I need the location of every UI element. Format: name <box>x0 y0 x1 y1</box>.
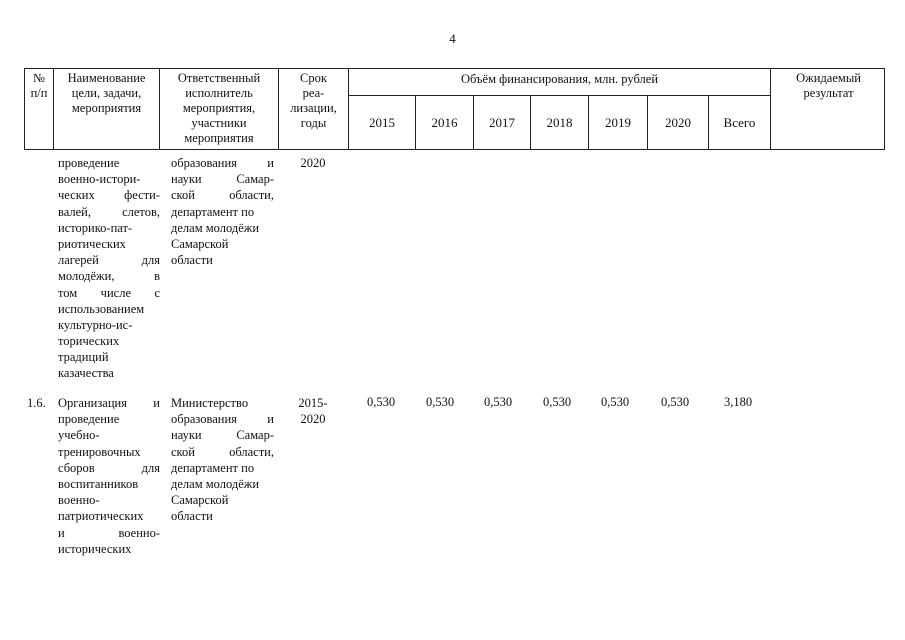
header-year: 2020 <box>665 115 691 130</box>
header-year: 2016 <box>431 115 458 130</box>
page-number: 4 <box>449 31 456 46</box>
value-2017: 0,530 <box>483 395 513 409</box>
activity-name: Организация и проведение учебно- тренировочных сборов для воспитанников военно- патриотических и военно- исторических <box>58 396 160 556</box>
header-year: 2019 <box>605 115 631 130</box>
header-year: 2018 <box>546 115 573 130</box>
header-funding-title: Объём финансирования, млн. рублей <box>460 72 659 86</box>
activity-name: проведение военно-истори- ческих фести- валей, слетов, историко-пат- риотических лагерей для молодёжи, в том числе с использованием культурно-ис- торических традиций казачества <box>58 156 160 381</box>
value-2019: 0,530 <box>600 395 630 409</box>
value-2016: 0,530 <box>425 395 455 409</box>
header-year: 2017 <box>489 115 515 130</box>
header-responsible: Ответственный исполнитель мероприятия, участники мероприятия <box>177 71 261 145</box>
header-term: Срок реа- лизации, годы <box>290 71 337 130</box>
divider <box>348 95 770 96</box>
header-result: Ожидаемый результат <box>796 71 861 100</box>
implementation-term: 2020 <box>300 156 326 170</box>
value-2020: 0,530 <box>660 395 690 409</box>
value-total: 3,180 <box>723 395 753 409</box>
responsible-executor: Министерство образования и науки Самар- ской области, департамент по делам молодёжи Самарской области <box>171 396 274 524</box>
header-total: Всего <box>723 115 756 130</box>
header-num: № п/п <box>30 71 48 100</box>
value-2018: 0,530 <box>542 395 572 409</box>
responsible-executor: образования и науки Самар- ской области, департамент по делам молодёжи Самарской области <box>171 156 274 268</box>
row-number: 1.6. <box>27 396 46 410</box>
header-year: 2015 <box>369 115 395 130</box>
header-name: Наименование цели, задачи, мероприятия <box>67 71 146 115</box>
implementation-term: 2015- 2020 <box>298 396 328 427</box>
value-2015: 0,530 <box>366 395 396 409</box>
table-header <box>24 68 885 150</box>
